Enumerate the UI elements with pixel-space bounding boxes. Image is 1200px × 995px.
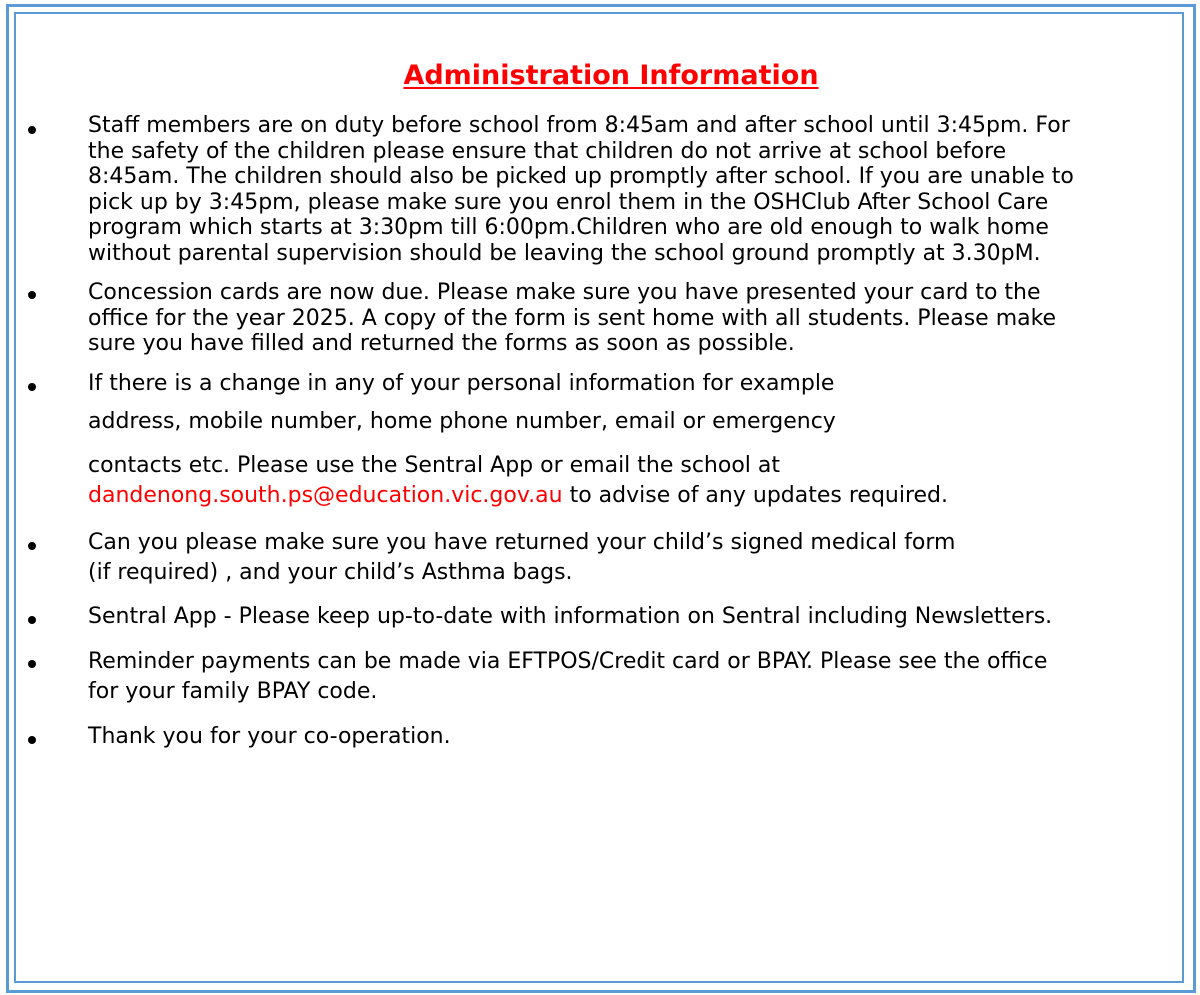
bullet-icon <box>28 383 36 391</box>
item-line: Sentral App - Please keep up-to-date with information on Sentral including Newsletters. <box>88 604 1053 629</box>
item-text <box>88 647 1188 707</box>
item-line: address, mobile number, home phone number, email or emergency <box>88 409 836 434</box>
bullet-icon <box>28 126 36 134</box>
bullet-icon <box>28 660 36 668</box>
bullet-icon <box>28 616 36 624</box>
item-line: 8:45am. The children should also be picked up promptly after school. If you are unable to <box>88 164 1074 190</box>
item-text <box>88 603 1188 631</box>
item-line: Thank you for your co-operation. <box>88 724 451 749</box>
item-line: pick up by 3:45pm, please make sure you enrol them in the OSHClub After School Care <box>88 189 1049 215</box>
bullet-icon <box>28 291 36 299</box>
page-title: Administration Information <box>403 60 819 91</box>
item-line: Reminder payments can be made via EFTPOS/Credit card or BPAY. Please see the office <box>88 649 1048 674</box>
item-line: (if required) , and your child’s Asthma bags. <box>88 560 573 585</box>
item-line: program which starts at 3:30pm till 6:00pm.Children who are old enough to walk home <box>88 215 1049 241</box>
item-line: Staff members are on duty before school from 8:45am and after school until 3:45pm. For <box>88 113 1070 138</box>
item-line: without parental supervision should be leaving the school ground promptly at 3.30pM. <box>88 240 1041 266</box>
item-text <box>88 723 1188 751</box>
item-line: Can you please make sure you have returned your child’s signed medical form <box>88 530 956 555</box>
item-line: the safety of the children please ensure that children do not arrive at school before <box>88 138 1007 164</box>
item-line <box>88 482 948 510</box>
item-text <box>88 528 1188 588</box>
item-line: sure you have filled and returned the forms as soon as possible. <box>88 331 795 357</box>
bullet-icon <box>28 736 36 744</box>
item-text <box>88 113 1188 267</box>
item-line: Concession cards are now due. Please make sure you have presented your card to the <box>88 280 1041 305</box>
item-line: office for the year 2025. A copy of the form is sent home with all students. Please make <box>88 305 1057 331</box>
bullet-icon <box>28 542 36 550</box>
item-line: for your family BPAY code. <box>88 679 378 704</box>
item-text <box>88 280 1188 357</box>
item-line: If there is a change in any of your personal information for example <box>88 371 835 396</box>
item-line: contacts etc. Please use the Sentral App or email the school at <box>88 453 781 478</box>
school-email-link[interactable]: dandenong.south.ps@education.vic.gov.au <box>88 483 563 508</box>
item-line-tail: to advise of any updates required. <box>562 483 949 508</box>
